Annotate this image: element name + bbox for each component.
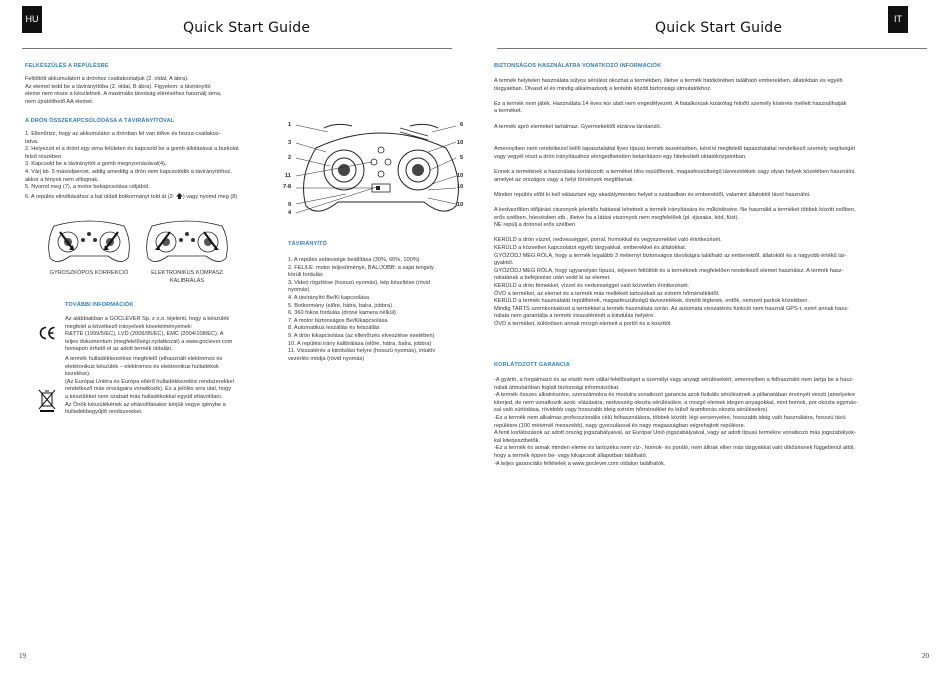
remote-legend-text: 1. A repülés sebessége beállítása (30%, 60%, 100%) 2. FEL/LE: motor teljesítménye, BAL/JOBB: a sajat tengely körüli fordulás 3. Videó rögzítése (hosszú nyomás), kép készítése (rövid nyomás) 4. A távirányító Be/Ki kapcsolása 5. Botkormány (előre, hátra, balra, jobbra) 6. 360 fokos fordulás (drone kamera nélkül) 7. A motor biztonságos Be/Kikapcsolása 8. Automatikus leszállás és felszállás 9. A drón kikapcsolása (az ellenőrzés elvesztése esetében) 10. A repülési irány kalibrálása (előre, hátra, balra, jobbra) 11. Visszatérés a kiindulási helyre (hosszú nyomás), intuitív vezérlés módja (rövid nyomás) <box>288 257 436 362</box>
section-heading-more-info: TOVÁBBI INFORMÁCIÓK <box>65 302 134 308</box>
section-heading-warranty: KORLÁTOZOTT GARANCIA <box>494 362 570 368</box>
label-3: 3 <box>288 140 292 146</box>
warranty-text: -A gyártó, a forgalmazó és az eladó nem vállal felelősséget a személyi vagy anyagi sérülésekért, amennyiben a felhasználó nem tartja be a hasz- nálati útmutatóban foglalt biztonsági információkat. -A termék összes alkatrészére, szerszámokra és modulra vonatkozó garancia azok fizikális sérülésének a pillanatában érvényét veszti (amelyekre kiterjed, de nem vonatkozik azok: elázására, nedvesség okozta sérülésükre, a mozgó elemek idegen anyagokkal, mint homok, por okozta egymás- sal való súrlódása, rövidebb vagy hosszabb ideig extrém hőmérséklet és külső áramforrás okozta sérülésekre). -Ez a termék nem alkalmas professzionális célú felhasználásra, többek között: légi versenyekre, hosszabb ideig való használatra, hosszú távú repülésre (100 méternél messzebb), nagy gyorsulással és nagy magasságban végrehajtott repülésre. A fenti korlátozások az adott ország jogszabályaival, az Európai Unió jogszabályaival, vagy az adott típusú termékre vonatkozó más jogszabályok- kal kiterjeszthetők. -Ez a termék és annak minden eleme és tartozéka nem víz-, homok- és poráló, nem állnak ellen más tárgyakkal való ütközésnek függetlenül attól, hogy a termék éppen be- vagy kikapcsolt állapotban található. -A teljes garanciális feltételek a www.goclever.com oldalon találhatók. <box>494 377 858 467</box>
language-tab: HU <box>22 6 42 33</box>
gyro-correction-caption: GYROSZKÓPOS KORREKCIÓ <box>49 270 129 276</box>
safety-text: A termék helytelen használata súlyos sérülést okozhat a termékben, illetve a termék hatókörében található emberekben, állatokban és egyéb tárgyakban. Olvasd el és mindig alkalmazkodj a lentebb közölt biztonsági útmutatókhoz. Ez a termék nem játék. Használata 14 éves kor alatt nem engedélyezett. A fiatalkorúak kizárólag felnőtt személy kísérete mellett használhatják a terméket. A termék apró elemeket tartalmaz. Gyermekektől elzárva tárolandó. Amennyiben nem rendelkezel kellő tapasztalattal ilyen típusú termék kezelésében, kérd ki megfelelő tapasztalattal rendelkező személy segítségét vagy vegyél részt a drón irányításához elengedhetetlen betanításon egy hitelesített oktatóközpontban. Ennek a terméknek a használata korlátozott; a terméket tilos repülőterek, magasfeszültségű távvezetékek vagy olyan helyek közelében használni, amelyet az országos vagy a helyi törvények megtiltanak. Minden repülés előtt ki kell választani egy akadálymentes helyet a szabadban és emberektől, valamint állatoktól távol használni. A kedvezőtlen időjárási viszonyok jelentős hatással lehetnek a termék irányítására és működésére. Ne használd a terméket többek között esőben, erős szélben, hóesésben stb., illetve ha a látási viszonyok nem megfelelőek (pl. éjszaka, köd, füst). NE repülj a drónnal erős szélben KERÜLD a drón vízzel, nedvességgel, porral, homokkal és vegyszerekkel való érintkezését. KERÜLD a közvetlen kapcsolatot egyéb tárgyakkal, emberekkel és állatokkal. GYŐZŐDJ MEG RÓLA, hogy a termék legalább 3 méternyi biztonságos távolságra található az emberektől, állatoktól és a nagyobb értékű tár- gyaktól. GYŐZŐDJ MEG RÓLA, hogy ugyanolyan típusú, teljesen feltöltött és a terméknek megfelelően rendelkező elemet használsz. A termék hasz- nálatának a befejezése után vedd ki az elemet. KERÜLD a drón fémekkel, vízzel és nedvességgel való közvetlen érintkezését. ÓVD a terméket, az elemet és a termék más mellékelt tartozékait az extrém hőmérsékletől. KERÜLD a termék használatát repülőterek, magasfeszültségű távvezetékek, tömött légterek, erdők, nemzeti parkok közelében. Mindig TARTS szemkontaktust a termékkel a termék használata során. Az automata visszatérés funkció nem használ GPS-t, ezért annak hasz- nálata nem garantálja a termék visszatérését a kiindulás helyére. ÓVD a terméket, különösen annak mozgó elemeit a portól és a koszttól. <box>494 78 856 327</box>
label-10-a: 10 <box>457 140 464 146</box>
header-rule <box>497 48 927 49</box>
label-2: 2 <box>288 155 292 161</box>
page-title: Quick Start Guide <box>183 20 311 36</box>
label-1: 1 <box>288 122 292 128</box>
label-10-d: 10 <box>457 202 464 208</box>
section-heading-pairing: A DRÓN ÖSSZEKAPCSOLÓDÁSA A TÁVIRÁNYÍTÓVAL <box>25 118 175 124</box>
label-7-8: 7-8 <box>283 184 292 190</box>
remote-controller-diagram <box>296 118 466 218</box>
header-rule <box>22 48 452 49</box>
ce-mark-icon <box>38 326 56 340</box>
section-heading-preparation: FELKÉSZÜLÉS A REPÜLÉSRE <box>25 63 109 69</box>
section-heading-remote: TÁVIRÁNYÍTÓ <box>288 241 328 247</box>
label-10-c: 10 <box>457 184 464 190</box>
label-6: 6 <box>460 122 464 128</box>
page-number: 19 <box>19 652 26 660</box>
gyro-correction-diagram <box>46 216 132 266</box>
language-tab: IT <box>888 6 908 33</box>
label-9: 9 <box>288 202 292 208</box>
page-title: Quick Start Guide <box>655 20 783 36</box>
compass-calibration-caption-2: KALIBRÁLÁS <box>169 278 205 284</box>
label-11: 11 <box>285 173 291 179</box>
weee-disposal-text: A termék hulladékkezelése megfelelő (elhasznált elektromos és elektronikus készülék – elektromos és elektronikus hulladékok kezelése). (Az Európai Unióra és Európa eltérő hulladékkezelési rendszerekkel rendelkező más országaira vonatkozik). Ez a jelölés arra utal, hogy a készüléket nem szabad más hulladékokkal együtt eltávolítani. Az Önök készülékének az eltávolításakor kérjük vegye igénybe a hulladékbegyűjtő rendszereket. <box>65 356 234 416</box>
label-10-b: 10 <box>457 173 464 179</box>
compass-calibration-caption-1: ELEKTRONIKUS KOMPASZ <box>151 270 223 276</box>
label-4: 4 <box>288 210 292 216</box>
ce-declaration-text: Az alábbiakban a GOCLEVER Sp. z o.o. kijelenti, hogy a készülék megfelel a következő irányelvek követelményeinek: R&TTE (1999/5/EC), LVD (2006/95/EC), EMC (2004/108/EC). A teljes dokumentum (megfelelőségi nyilatkozat) a www.goclever.com honlapon érhető el az adott termék oldalán. <box>65 316 233 353</box>
section-heading-safety: BIZTONSÁGOS HASZNÁLATRA VONATKOZÓ INFORMÁCIÓK <box>494 63 662 69</box>
label-5: 5 <box>460 155 464 161</box>
page-number: 20 <box>922 652 929 660</box>
right-page <box>475 0 950 676</box>
drone-arrow-icon <box>176 193 183 199</box>
weee-bin-icon <box>38 388 56 412</box>
preparation-text: Feltöltött akkumulátort a drónhoz csatlakoztatjuk (2. oldal, A ábra). Az elemet tedd be a távirányítóba (2. oldal, B ábra). Figyelem: a távirányító eleme nem része a készletnek. A maximális távolság eléréséhez használj sima, nem újratölthető AA elemet. <box>25 76 222 105</box>
pairing-text: 1. Ellenőrizz, hogy az akkumulátor a drónban fel van töltve és hozza csatlakoz- tatva. 2. Helyezzd el a drónt egy sima felületen és kapcsold be a gomb állolásával a burkolat felső részében. 3. Kapcsold be a távirányítót a gomb megnyomásával(4). 4. Várj kb. 5 másodpercet, addig ameddig a drón nem kapcsolódik a távirányítóhoz, akkor a fények nem villognak. 5. Nyomd meg (7), a motor bekapcsolása céljából. 6. A repülés elindításához a bal oldali botkormányt told át (2: ) vagy nyomd meg (8) <box>25 131 239 200</box>
compass-calibration-diagram <box>144 216 230 266</box>
